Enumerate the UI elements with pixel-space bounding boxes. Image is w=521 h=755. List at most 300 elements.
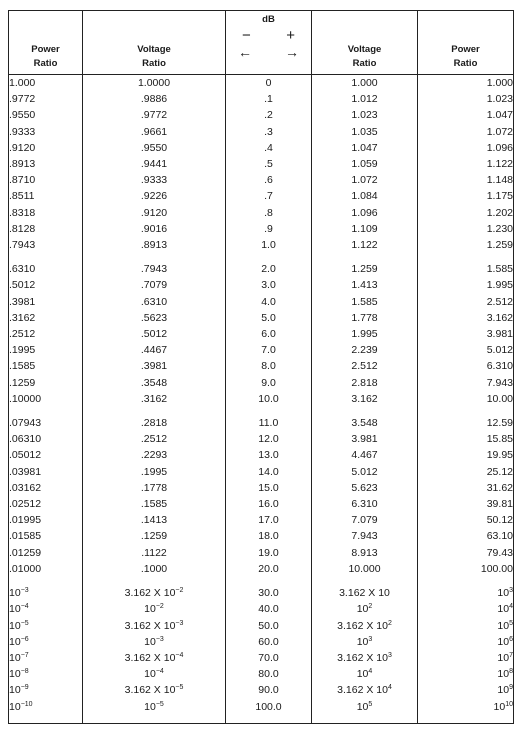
power-ratio-cell: .03162 bbox=[9, 480, 83, 496]
group-spacer bbox=[9, 577, 514, 585]
left-arrow-icon: ← bbox=[238, 44, 252, 60]
table-body bbox=[9, 75, 514, 724]
voltage-ratio-cell: 1.012 bbox=[312, 91, 418, 107]
db-value-cell: .6 bbox=[226, 172, 312, 188]
db-value-cell: .5 bbox=[226, 156, 312, 172]
voltage-ratio-cell: 8.913 bbox=[312, 545, 418, 561]
exponent: 3 bbox=[387, 651, 392, 659]
voltage-ratio-cell: .1259 bbox=[83, 528, 226, 544]
exponent: −10 bbox=[20, 700, 33, 708]
table-row bbox=[9, 650, 514, 666]
voltage-ratio-cell: .9661 bbox=[83, 124, 226, 140]
base-value: 3.162 X 10 bbox=[337, 619, 388, 632]
base-value: 10 bbox=[497, 684, 510, 697]
table-row bbox=[9, 528, 514, 544]
db-value-cell: 90.0 bbox=[226, 682, 312, 698]
exponent: −5 bbox=[155, 700, 164, 708]
voltage-ratio-cell: .5012 bbox=[83, 326, 226, 342]
voltage-ratio-cell: 7.943 bbox=[312, 528, 418, 544]
voltage-ratio-cell: 1.035 bbox=[312, 124, 418, 140]
exponent: 5 bbox=[368, 700, 373, 708]
table-row bbox=[9, 601, 514, 617]
voltage-ratio-cell: .1413 bbox=[83, 512, 226, 528]
voltage-ratio-cell: .1995 bbox=[83, 464, 226, 480]
db-value-cell: 12.0 bbox=[226, 431, 312, 447]
voltage-ratio-cell: .9016 bbox=[83, 221, 226, 237]
db-value-cell: 0 bbox=[226, 75, 312, 92]
power-ratio-cell: .6310 bbox=[9, 261, 83, 277]
table-row bbox=[9, 188, 514, 204]
table-end-spacer bbox=[9, 715, 514, 724]
db-value-cell: 18.0 bbox=[226, 528, 312, 544]
voltage-ratio-cell bbox=[83, 618, 226, 634]
exponent: −2 bbox=[155, 603, 164, 611]
power-ratio-cell: .06310 bbox=[9, 431, 83, 447]
db-value-cell: 6.0 bbox=[226, 326, 312, 342]
exponent: 4 bbox=[387, 684, 392, 692]
db-value-cell: 17.0 bbox=[226, 512, 312, 528]
exponent: 5 bbox=[509, 619, 513, 627]
power-ratio-cell bbox=[418, 699, 514, 715]
power-ratio-cell: .3981 bbox=[9, 294, 83, 310]
base-value: 3.162 X 10 bbox=[337, 684, 388, 697]
power-ratio-cell: .1585 bbox=[9, 358, 83, 374]
table-row bbox=[9, 107, 514, 123]
voltage-ratio-cell: 3.981 bbox=[312, 431, 418, 447]
power-ratio-cell: 1.202 bbox=[418, 205, 514, 221]
power-ratio-cell: 1.023 bbox=[418, 91, 514, 107]
power-ratio-cell: 7.943 bbox=[418, 375, 514, 391]
base-value: 10 bbox=[497, 668, 510, 681]
power-ratio-cell: 39.81 bbox=[418, 496, 514, 512]
voltage-ratio-cell bbox=[312, 601, 418, 617]
exponent: 2 bbox=[368, 603, 373, 611]
exponent: 2 bbox=[387, 619, 392, 627]
exponent: 4 bbox=[368, 668, 373, 676]
db-value-cell: 9.0 bbox=[226, 375, 312, 391]
exponent: 7 bbox=[509, 651, 513, 659]
db-value-cell: 100.0 bbox=[226, 699, 312, 715]
db-value-cell: .1 bbox=[226, 91, 312, 107]
table-row bbox=[9, 666, 514, 682]
table-row bbox=[9, 237, 514, 253]
table-row bbox=[9, 91, 514, 107]
power-ratio-cell: 1.047 bbox=[418, 107, 514, 123]
table-row bbox=[9, 496, 514, 512]
voltage-ratio-cell bbox=[312, 682, 418, 698]
voltage-ratio-cell: .6310 bbox=[83, 294, 226, 310]
exponent: −2 bbox=[175, 587, 184, 595]
voltage-ratio-cell: .2818 bbox=[83, 415, 226, 431]
base-value: 10 bbox=[497, 603, 510, 616]
table-row bbox=[9, 294, 514, 310]
power-ratio-cell: .1259 bbox=[9, 375, 83, 391]
base-value: 3.162 X 10 bbox=[124, 651, 176, 664]
voltage-ratio-cell: .7079 bbox=[83, 277, 226, 293]
exponent: −5 bbox=[175, 684, 184, 692]
table-row bbox=[9, 634, 514, 650]
voltage-ratio-cell: 10.000 bbox=[312, 561, 418, 577]
voltage-ratio-cell bbox=[83, 634, 226, 650]
exponent: 10 bbox=[505, 700, 513, 708]
base-value: 10 bbox=[497, 619, 510, 632]
voltage-ratio-cell: .2293 bbox=[83, 447, 226, 463]
power-ratio-cell bbox=[418, 601, 514, 617]
base-value: 3.162 X 10 bbox=[124, 684, 176, 697]
power-ratio-cell: 79.43 bbox=[418, 545, 514, 561]
db-value-cell: 60.0 bbox=[226, 634, 312, 650]
power-ratio-cell: 1.096 bbox=[418, 140, 514, 156]
voltage-ratio-cell: .3162 bbox=[83, 391, 226, 407]
voltage-ratio-cell: 1.995 bbox=[312, 326, 418, 342]
power-ratio-cell bbox=[418, 585, 514, 601]
power-ratio-cell: 1.585 bbox=[418, 261, 514, 277]
base-value: 10 bbox=[9, 587, 21, 600]
voltage-ratio-cell: 3.162 bbox=[312, 391, 418, 407]
table-row bbox=[9, 124, 514, 140]
voltage-ratio-cell bbox=[83, 650, 226, 666]
power-ratio-cell: 63.10 bbox=[418, 528, 514, 544]
voltage-ratio-cell: .9886 bbox=[83, 91, 226, 107]
power-ratio-cell bbox=[9, 699, 83, 715]
power-ratio-cell bbox=[418, 666, 514, 682]
voltage-ratio-cell: .1000 bbox=[83, 561, 226, 577]
power-ratio-cell: 1.072 bbox=[418, 124, 514, 140]
exponent: −8 bbox=[20, 668, 29, 676]
power-ratio-cell: .05012 bbox=[9, 447, 83, 463]
voltage-ratio-cell: 5.623 bbox=[312, 480, 418, 496]
voltage-ratio-cell: 1.084 bbox=[312, 188, 418, 204]
voltage-ratio-cell bbox=[312, 699, 418, 715]
power-ratio-cell: 1.259 bbox=[418, 237, 514, 253]
voltage-ratio-cell: .5623 bbox=[83, 310, 226, 326]
base-value: 3.162 X 10 bbox=[337, 651, 388, 664]
header-voltage-line1: Voltage bbox=[347, 44, 382, 55]
base-value: 3.162 X 10 bbox=[124, 587, 176, 600]
voltage-ratio-cell bbox=[312, 585, 418, 601]
power-ratio-cell: 1.995 bbox=[418, 277, 514, 293]
plus-sign-icon: + bbox=[286, 27, 295, 44]
voltage-ratio-cell: .7943 bbox=[83, 261, 226, 277]
voltage-ratio-cell: .3981 bbox=[83, 358, 226, 374]
power-ratio-cell bbox=[418, 650, 514, 666]
voltage-ratio-cell: .9226 bbox=[83, 188, 226, 204]
voltage-ratio-cell bbox=[312, 650, 418, 666]
voltage-ratio-cell bbox=[83, 585, 226, 601]
right-arrow-icon: → bbox=[285, 44, 299, 60]
header-voltage-ratio-right bbox=[312, 11, 418, 75]
minus-sign-icon: − bbox=[242, 27, 251, 44]
power-ratio-cell: .01585 bbox=[9, 528, 83, 544]
voltage-ratio-cell: 1.023 bbox=[312, 107, 418, 123]
voltage-ratio-cell: 1.0000 bbox=[83, 75, 226, 92]
power-ratio-cell: 1.175 bbox=[418, 188, 514, 204]
power-ratio-cell: .1995 bbox=[9, 342, 83, 358]
voltage-ratio-cell: 1.413 bbox=[312, 277, 418, 293]
header-power-line1: Power bbox=[31, 44, 60, 55]
power-ratio-cell bbox=[418, 682, 514, 698]
power-ratio-cell: 1.000 bbox=[418, 75, 514, 92]
base-value: 10 bbox=[497, 635, 510, 648]
db-value-cell: .9 bbox=[226, 221, 312, 237]
power-ratio-cell: .3162 bbox=[9, 310, 83, 326]
power-ratio-cell bbox=[9, 618, 83, 634]
db-value-cell: 50.0 bbox=[226, 618, 312, 634]
db-value-cell: 3.0 bbox=[226, 277, 312, 293]
voltage-ratio-cell: 3.548 bbox=[312, 415, 418, 431]
voltage-ratio-cell: .9441 bbox=[83, 156, 226, 172]
header-power-ratio-left bbox=[9, 11, 83, 75]
base-value: 3.162 X 10 bbox=[124, 619, 176, 632]
decibel-conversion-table-page bbox=[8, 10, 513, 746]
power-ratio-cell: 5.012 bbox=[418, 342, 514, 358]
voltage-ratio-cell: .1585 bbox=[83, 496, 226, 512]
table-row bbox=[9, 618, 514, 634]
voltage-ratio-cell: .8913 bbox=[83, 237, 226, 253]
group-spacer bbox=[9, 253, 514, 261]
exponent: −3 bbox=[175, 619, 184, 627]
db-value-cell: 4.0 bbox=[226, 294, 312, 310]
header-power-ratio-right bbox=[418, 11, 514, 75]
base-value: 10 bbox=[9, 651, 21, 664]
db-value-cell: 40.0 bbox=[226, 601, 312, 617]
power-ratio-cell: 25.12 bbox=[418, 464, 514, 480]
voltage-ratio-cell: 4.467 bbox=[312, 447, 418, 463]
table-row bbox=[9, 140, 514, 156]
power-ratio-cell: .02512 bbox=[9, 496, 83, 512]
table-row bbox=[9, 682, 514, 698]
voltage-ratio-cell: 1.000 bbox=[312, 75, 418, 92]
exponent: 3 bbox=[368, 635, 373, 643]
table-row bbox=[9, 156, 514, 172]
base-value: 10 bbox=[356, 635, 369, 648]
voltage-ratio-cell: .3548 bbox=[83, 375, 226, 391]
base-value: 10 bbox=[144, 668, 156, 681]
base-value: 10 bbox=[144, 603, 156, 616]
voltage-ratio-cell: 1.259 bbox=[312, 261, 418, 277]
table-row bbox=[9, 342, 514, 358]
header-ratio-line2: Ratio bbox=[33, 58, 58, 69]
power-ratio-cell: 15.85 bbox=[418, 431, 514, 447]
group-spacer bbox=[9, 407, 514, 415]
voltage-ratio-cell: 6.310 bbox=[312, 496, 418, 512]
power-ratio-cell: 100.00 bbox=[418, 561, 514, 577]
power-ratio-cell: .8511 bbox=[9, 188, 83, 204]
db-value-cell: 30.0 bbox=[226, 585, 312, 601]
power-ratio-cell: 3.981 bbox=[418, 326, 514, 342]
db-value-cell: 8.0 bbox=[226, 358, 312, 374]
voltage-ratio-cell: .2512 bbox=[83, 431, 226, 447]
table-row bbox=[9, 464, 514, 480]
db-value-cell: 1.0 bbox=[226, 237, 312, 253]
voltage-ratio-cell: 1.585 bbox=[312, 294, 418, 310]
db-value-cell: 70.0 bbox=[226, 650, 312, 666]
exponent: −9 bbox=[20, 684, 29, 692]
table-row bbox=[9, 699, 514, 715]
power-ratio-cell: .8128 bbox=[9, 221, 83, 237]
power-ratio-cell: .8710 bbox=[9, 172, 83, 188]
voltage-ratio-cell bbox=[83, 699, 226, 715]
base-value: 10 bbox=[9, 619, 21, 632]
table-row bbox=[9, 326, 514, 342]
base-value: 10 bbox=[497, 587, 510, 600]
table-row bbox=[9, 545, 514, 561]
power-ratio-cell: 2.512 bbox=[418, 294, 514, 310]
power-ratio-cell: .9120 bbox=[9, 140, 83, 156]
exponent: 3 bbox=[509, 587, 513, 595]
power-ratio-cell bbox=[9, 650, 83, 666]
power-ratio-cell bbox=[418, 618, 514, 634]
exponent: −4 bbox=[175, 651, 184, 659]
voltage-ratio-cell: 1.778 bbox=[312, 310, 418, 326]
db-value-cell: 2.0 bbox=[226, 261, 312, 277]
exponent: 9 bbox=[509, 684, 513, 692]
voltage-ratio-cell: .1122 bbox=[83, 545, 226, 561]
exponent: −3 bbox=[20, 587, 29, 595]
power-ratio-cell: 6.310 bbox=[418, 358, 514, 374]
exponent: −4 bbox=[20, 603, 29, 611]
power-ratio-cell bbox=[9, 601, 83, 617]
header-ratio-line2: Ratio bbox=[352, 58, 377, 69]
exponent: −5 bbox=[20, 619, 29, 627]
voltage-ratio-cell: .1778 bbox=[83, 480, 226, 496]
header-row bbox=[9, 11, 514, 75]
voltage-ratio-cell: 1.072 bbox=[312, 172, 418, 188]
voltage-ratio-cell bbox=[312, 618, 418, 634]
power-ratio-cell: 50.12 bbox=[418, 512, 514, 528]
header-voltage-ratio-left bbox=[83, 11, 226, 75]
voltage-ratio-cell: .9772 bbox=[83, 107, 226, 123]
base-value: 3.162 X 10 bbox=[339, 587, 390, 600]
voltage-ratio-cell: .9550 bbox=[83, 140, 226, 156]
voltage-ratio-cell: 1.096 bbox=[312, 205, 418, 221]
power-ratio-cell: 1.230 bbox=[418, 221, 514, 237]
power-ratio-cell: 3.162 bbox=[418, 310, 514, 326]
table-row bbox=[9, 221, 514, 237]
voltage-ratio-cell: .4467 bbox=[83, 342, 226, 358]
voltage-ratio-cell bbox=[312, 634, 418, 650]
base-value: 10 bbox=[497, 651, 510, 664]
power-ratio-cell bbox=[418, 634, 514, 650]
table-row bbox=[9, 261, 514, 277]
table-row bbox=[9, 561, 514, 577]
table-row bbox=[9, 431, 514, 447]
voltage-ratio-cell: 1.122 bbox=[312, 237, 418, 253]
voltage-ratio-cell bbox=[83, 601, 226, 617]
table-row bbox=[9, 205, 514, 221]
base-value: 10 bbox=[493, 700, 506, 713]
db-value-cell: 13.0 bbox=[226, 447, 312, 463]
decibel-table bbox=[8, 10, 514, 724]
db-value-cell: 19.0 bbox=[226, 545, 312, 561]
power-ratio-cell: .03981 bbox=[9, 464, 83, 480]
header-db-label: dB bbox=[262, 14, 275, 25]
exponent: 6 bbox=[509, 635, 513, 643]
base-value: 10 bbox=[9, 668, 21, 681]
base-value: 10 bbox=[9, 684, 21, 697]
table-row bbox=[9, 480, 514, 496]
voltage-ratio-cell: 1.109 bbox=[312, 221, 418, 237]
db-value-cell: .2 bbox=[226, 107, 312, 123]
base-value: 10 bbox=[144, 700, 156, 713]
db-value-cell: 16.0 bbox=[226, 496, 312, 512]
power-ratio-cell: 12.59 bbox=[418, 415, 514, 431]
table-row bbox=[9, 391, 514, 407]
base-value: 10 bbox=[9, 700, 21, 713]
base-value: 10 bbox=[9, 635, 21, 648]
db-value-cell: .4 bbox=[226, 140, 312, 156]
voltage-ratio-cell: 2.239 bbox=[312, 342, 418, 358]
exponent: −4 bbox=[155, 668, 164, 676]
power-ratio-cell: 10.00 bbox=[418, 391, 514, 407]
voltage-ratio-cell bbox=[83, 682, 226, 698]
power-ratio-cell: .9333 bbox=[9, 124, 83, 140]
header-db bbox=[226, 11, 312, 75]
table-row bbox=[9, 585, 514, 601]
power-ratio-cell: 31.62 bbox=[418, 480, 514, 496]
power-ratio-cell bbox=[9, 585, 83, 601]
voltage-ratio-cell: 1.059 bbox=[312, 156, 418, 172]
power-ratio-cell bbox=[9, 682, 83, 698]
voltage-ratio-cell bbox=[83, 666, 226, 682]
db-value-cell: .3 bbox=[226, 124, 312, 140]
header-power-line1: Power bbox=[451, 44, 480, 55]
voltage-ratio-cell: 7.079 bbox=[312, 512, 418, 528]
power-ratio-cell: .01000 bbox=[9, 561, 83, 577]
power-ratio-cell: 1.148 bbox=[418, 172, 514, 188]
power-ratio-cell: .8913 bbox=[9, 156, 83, 172]
power-ratio-cell: .01259 bbox=[9, 545, 83, 561]
power-ratio-cell: 1.000 bbox=[9, 75, 83, 92]
db-value-cell: 7.0 bbox=[226, 342, 312, 358]
header-ratio-line2: Ratio bbox=[453, 58, 478, 69]
power-ratio-cell bbox=[9, 634, 83, 650]
header-voltage-line1: Voltage bbox=[137, 44, 171, 55]
power-ratio-cell: .07943 bbox=[9, 415, 83, 431]
table-row bbox=[9, 415, 514, 431]
power-ratio-cell bbox=[9, 666, 83, 682]
table-row bbox=[9, 375, 514, 391]
voltage-ratio-cell bbox=[312, 666, 418, 682]
base-value: 10 bbox=[356, 668, 369, 681]
power-ratio-cell: .9772 bbox=[9, 91, 83, 107]
power-ratio-cell: .8318 bbox=[9, 205, 83, 221]
table-row bbox=[9, 75, 514, 92]
power-ratio-cell: .10000 bbox=[9, 391, 83, 407]
power-ratio-cell: .01995 bbox=[9, 512, 83, 528]
power-ratio-cell: 19.95 bbox=[418, 447, 514, 463]
exponent: −7 bbox=[20, 651, 29, 659]
base-value: 10 bbox=[9, 603, 21, 616]
base-value: 10 bbox=[356, 603, 369, 616]
exponent: −6 bbox=[20, 635, 29, 643]
power-ratio-cell: .5012 bbox=[9, 277, 83, 293]
exponent: 4 bbox=[509, 603, 513, 611]
table-row bbox=[9, 447, 514, 463]
db-value-cell: 15.0 bbox=[226, 480, 312, 496]
base-value: 10 bbox=[144, 635, 156, 648]
db-value-cell: .7 bbox=[226, 188, 312, 204]
power-ratio-cell: 1.122 bbox=[418, 156, 514, 172]
voltage-ratio-cell: .9333 bbox=[83, 172, 226, 188]
db-value-cell: 14.0 bbox=[226, 464, 312, 480]
exponent: 8 bbox=[509, 668, 513, 676]
db-value-cell: 11.0 bbox=[226, 415, 312, 431]
exponent: −3 bbox=[155, 635, 164, 643]
table-row bbox=[9, 310, 514, 326]
voltage-ratio-cell: 2.818 bbox=[312, 375, 418, 391]
db-value-cell: 80.0 bbox=[226, 666, 312, 682]
